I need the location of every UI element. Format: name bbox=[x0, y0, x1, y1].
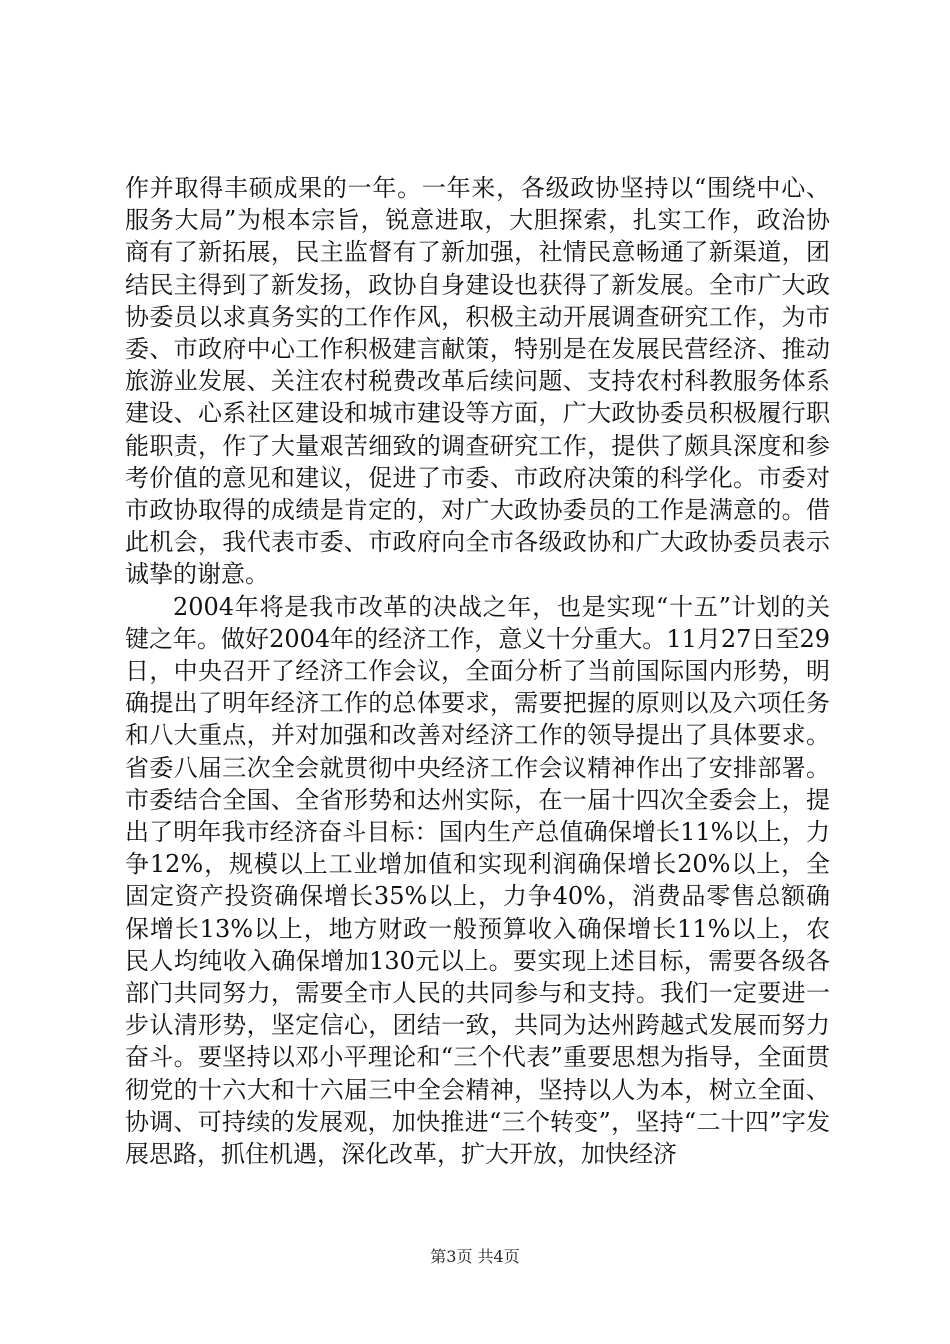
paragraph-economic-goals: 2004年将是我市改革的决战之年，也是实现“十五”计划的关键之年。做好2004年的经济工作，意义十分重大。11月27日至29日，中央召开了经济工作会议，全面分析了当前国际国内形势，明确提出了明年经济工作的总体要求，需要把握的原则以及六项任务和八大重点，并对加强和改善对经济工作的领导提出了具体要求。省委八届三次全会就贯彻中央经济工作会议精神作出了安排部署。市委结合全国、全省形势和达州实际，在一届十四次全委会上，提出了明年我市经济奋斗目标：国内生产总值确保增长11%以上，力争12%，规模以上工业增加值和实现利润确保增长20%以上，全固定资产投资确保增长35%以上，力争40%，消费品零售总额确保增长13%以上，地方财政一般预算收入确保增长11%以上，农民人均纯收入确保增加130元以上。要实现上述目标，需要各级各部门共同努力，需要全市人民的共同参与和支持。我们一定要进一步认清形势，坚定信心，团结一致，共同为达州跨越式发展而努力奋斗。要坚持以邓小平理论和“三个代表”重要思想为指导，全面贯彻党的十六大和十六届三中全会精神，坚持以人为本，树立全面、协调、可持续的发展观，加快推进“三个转变”，坚持“二十四”字发展思路，抓住机遇，深化改革，扩大开放，加快经济 bbox=[125, 592, 830, 1169]
paragraph-continuation: 作并取得丰硕成果的一年。一年来，各级政协坚持以“围绕中心、服务大局”为根本宗旨，锐意进取，大胆探索，扎实工作，政治协商有了新拓展，民主监督有了新加强，社情民意畅通了新渠道，团结民主得到了新发扬，政协自身建设也获得了新发展。全市广大政协委员以求真务实的工作作风，积极主动开展调查研究工作，为市委、市政府中心工作积极建言献策，特别是在发展民营经济、推动旅游业发展、关注农村税费改革后续问题、支持农村科教服务体系建设、心系社区建设和城市建设等方面，广大政协委员积极履行职能职责，作了大量艰苦细致的调查研究工作，提供了颇具深度和参考价值的意见和建议，促进了市委、市政府决策的科学化。市委对市政协取得的成绩是肯定的，对广大政协委员的工作是满意的。借此机会，我代表市委、市政府向全市各级政协和广大政协委员表示诚挚的谢意。 bbox=[125, 174, 830, 589]
document-body bbox=[125, 172, 830, 1170]
page-footer: 第3页 共4页 bbox=[430, 1247, 520, 1266]
